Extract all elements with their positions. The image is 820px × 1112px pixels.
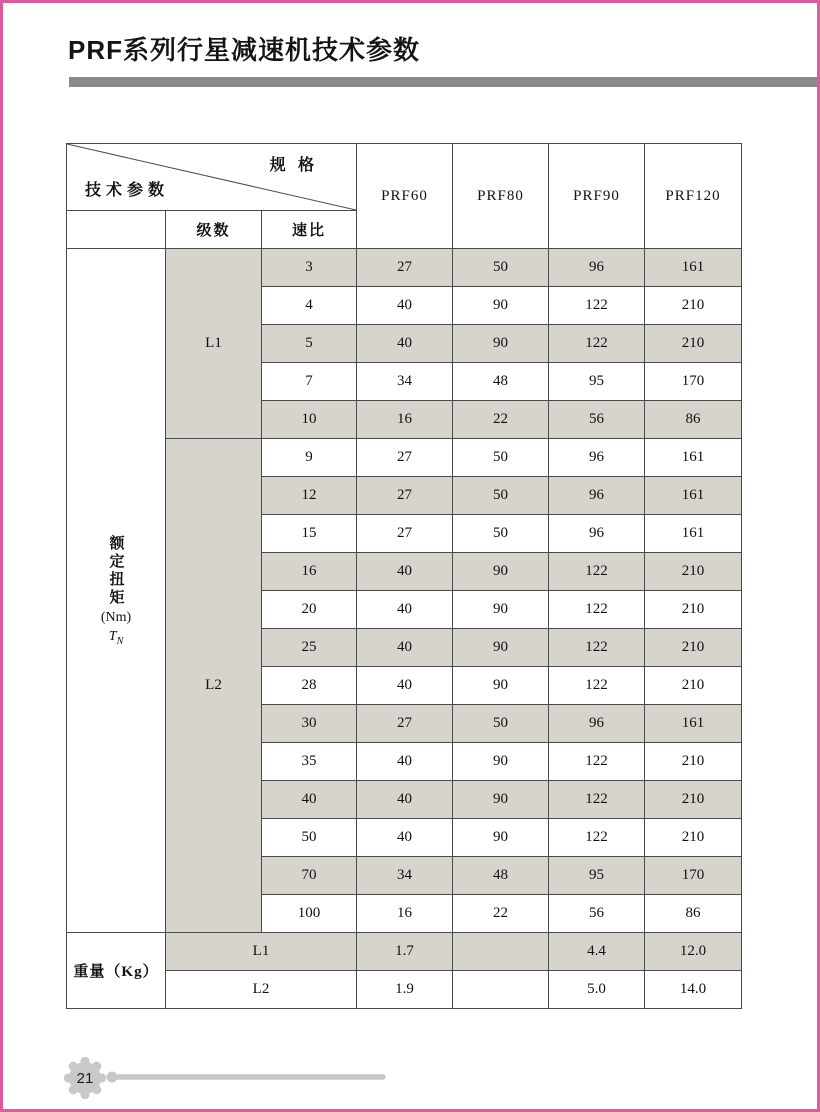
value-cell: 90 [453, 325, 549, 363]
value-cell: 90 [453, 781, 549, 819]
table-body [67, 249, 742, 1009]
table-row [67, 439, 742, 477]
value-cell: 86 [645, 895, 742, 933]
value-cell: 210 [645, 819, 742, 857]
value-cell: 48 [453, 363, 549, 401]
value-cell: 14.0 [645, 971, 742, 1009]
gear-icon [64, 1057, 106, 1099]
value-cell: 5.0 [549, 971, 645, 1009]
value-cell [453, 933, 549, 971]
value-cell: 122 [549, 591, 645, 629]
value-cell: 40 [357, 819, 453, 857]
value-cell: 27 [357, 705, 453, 743]
ratio-cell: 7 [262, 363, 357, 401]
value-cell: 86 [645, 401, 742, 439]
column-header-prf120: PRF120 [645, 144, 742, 249]
table-row [67, 249, 742, 287]
torque-label-cell [67, 249, 166, 933]
torque-symbol: $T_N$ [108, 628, 124, 647]
value-cell: 50 [453, 705, 549, 743]
value-cell: 161 [645, 515, 742, 553]
empty-header-cell [67, 211, 166, 249]
value-cell: 210 [645, 781, 742, 819]
value-cell: 34 [357, 857, 453, 895]
value-cell: 210 [645, 325, 742, 363]
value-cell: 22 [453, 401, 549, 439]
ratio-cell: 28 [262, 667, 357, 705]
ratio-cell: 4 [262, 287, 357, 325]
value-cell: 12.0 [645, 933, 742, 971]
value-cell: 40 [357, 743, 453, 781]
value-cell: 210 [645, 743, 742, 781]
value-cell: 50 [453, 515, 549, 553]
corner-label-params: 技术参数 [85, 182, 170, 199]
value-cell: 48 [453, 857, 549, 895]
value-cell: 40 [357, 325, 453, 363]
ratio-cell: 15 [262, 515, 357, 553]
value-cell: 90 [453, 287, 549, 325]
value-cell: 122 [549, 629, 645, 667]
value-cell: 96 [549, 705, 645, 743]
ratio-cell: 5 [262, 325, 357, 363]
value-cell: 34 [357, 363, 453, 401]
value-cell: 27 [357, 515, 453, 553]
value-cell: 90 [453, 667, 549, 705]
value-cell: 40 [357, 553, 453, 591]
table-head [67, 144, 742, 249]
column-header-prf90: PRF90 [549, 144, 645, 249]
weight-label-cell: 重量（Kg） [67, 933, 166, 1009]
corner-label-spec: 规 格 [269, 157, 319, 174]
value-cell: 27 [357, 477, 453, 515]
ratio-cell: 9 [262, 439, 357, 477]
value-cell: 40 [357, 667, 453, 705]
ratio-cell: 40 [262, 781, 357, 819]
value-cell: 95 [549, 857, 645, 895]
value-cell: 50 [453, 249, 549, 287]
value-cell: 122 [549, 325, 645, 363]
table-row [67, 933, 742, 971]
value-cell: 1.7 [357, 933, 453, 971]
value-cell: 210 [645, 629, 742, 667]
value-cell: 40 [357, 781, 453, 819]
stage-cell: L2 [166, 439, 262, 933]
value-cell: 96 [549, 439, 645, 477]
page-footer [61, 1053, 401, 1103]
value-cell: 56 [549, 895, 645, 933]
value-cell: 210 [645, 287, 742, 325]
ratio-cell: 3 [262, 249, 357, 287]
value-cell: 16 [357, 401, 453, 439]
value-cell: 95 [549, 363, 645, 401]
value-cell: 40 [357, 591, 453, 629]
value-cell: 40 [357, 287, 453, 325]
value-cell: 90 [453, 629, 549, 667]
value-cell: 90 [453, 591, 549, 629]
value-cell: 56 [549, 401, 645, 439]
ratio-cell: 70 [262, 857, 357, 895]
weight-stage-cell: L2 [166, 971, 357, 1009]
page-title: PRF系列行星减速机技术参数 [68, 35, 421, 65]
value-cell: 27 [357, 249, 453, 287]
torque-label-vertical: 额定扭矩 [107, 534, 124, 607]
value-cell: 40 [357, 629, 453, 667]
ratio-cell: 25 [262, 629, 357, 667]
value-cell: 1.9 [357, 971, 453, 1009]
ratio-cell: 10 [262, 401, 357, 439]
torque-unit: (Nm) [100, 609, 132, 625]
value-cell: 122 [549, 743, 645, 781]
value-cell: 96 [549, 249, 645, 287]
ratio-cell: 30 [262, 705, 357, 743]
page-number: 21 [76, 1070, 94, 1087]
value-cell: 210 [645, 591, 742, 629]
value-cell: 96 [549, 515, 645, 553]
value-cell: 90 [453, 819, 549, 857]
value-cell: 122 [549, 781, 645, 819]
value-cell: 22 [453, 895, 549, 933]
value-cell: 170 [645, 363, 742, 401]
ratio-cell: 35 [262, 743, 357, 781]
ratio-cell: 20 [262, 591, 357, 629]
value-cell: 122 [549, 667, 645, 705]
stage-cell: L1 [166, 249, 262, 439]
ratio-cell: 16 [262, 553, 357, 591]
ratio-cell: 50 [262, 819, 357, 857]
title-underline-bar [69, 77, 818, 87]
value-cell: 161 [645, 249, 742, 287]
value-cell: 122 [549, 553, 645, 591]
value-cell: 210 [645, 553, 742, 591]
table-row [67, 971, 742, 1009]
stage-header: 级数 [166, 211, 262, 249]
value-cell: 122 [549, 287, 645, 325]
value-cell: 16 [357, 895, 453, 933]
value-cell: 161 [645, 705, 742, 743]
footer-rule [107, 1072, 384, 1083]
column-header-prf60: PRF60 [357, 144, 453, 249]
value-cell: 90 [453, 553, 549, 591]
value-cell: 161 [645, 439, 742, 477]
value-cell: 50 [453, 477, 549, 515]
value-cell: 27 [357, 439, 453, 477]
header-row-1 [67, 144, 742, 211]
column-header-prf80: PRF80 [453, 144, 549, 249]
ratio-header: 速比 [262, 211, 357, 249]
value-cell [453, 971, 549, 1009]
value-cell: 50 [453, 439, 549, 477]
spec-table [66, 143, 742, 1009]
value-cell: 170 [645, 857, 742, 895]
ratio-cell: 12 [262, 477, 357, 515]
value-cell: 96 [549, 477, 645, 515]
weight-stage-cell: L1 [166, 933, 357, 971]
value-cell: 4.4 [549, 933, 645, 971]
value-cell: 90 [453, 743, 549, 781]
value-cell: 122 [549, 819, 645, 857]
value-cell: 161 [645, 477, 742, 515]
ratio-cell: 100 [262, 895, 357, 933]
value-cell: 210 [645, 667, 742, 705]
diagonal-header-cell [67, 144, 357, 211]
